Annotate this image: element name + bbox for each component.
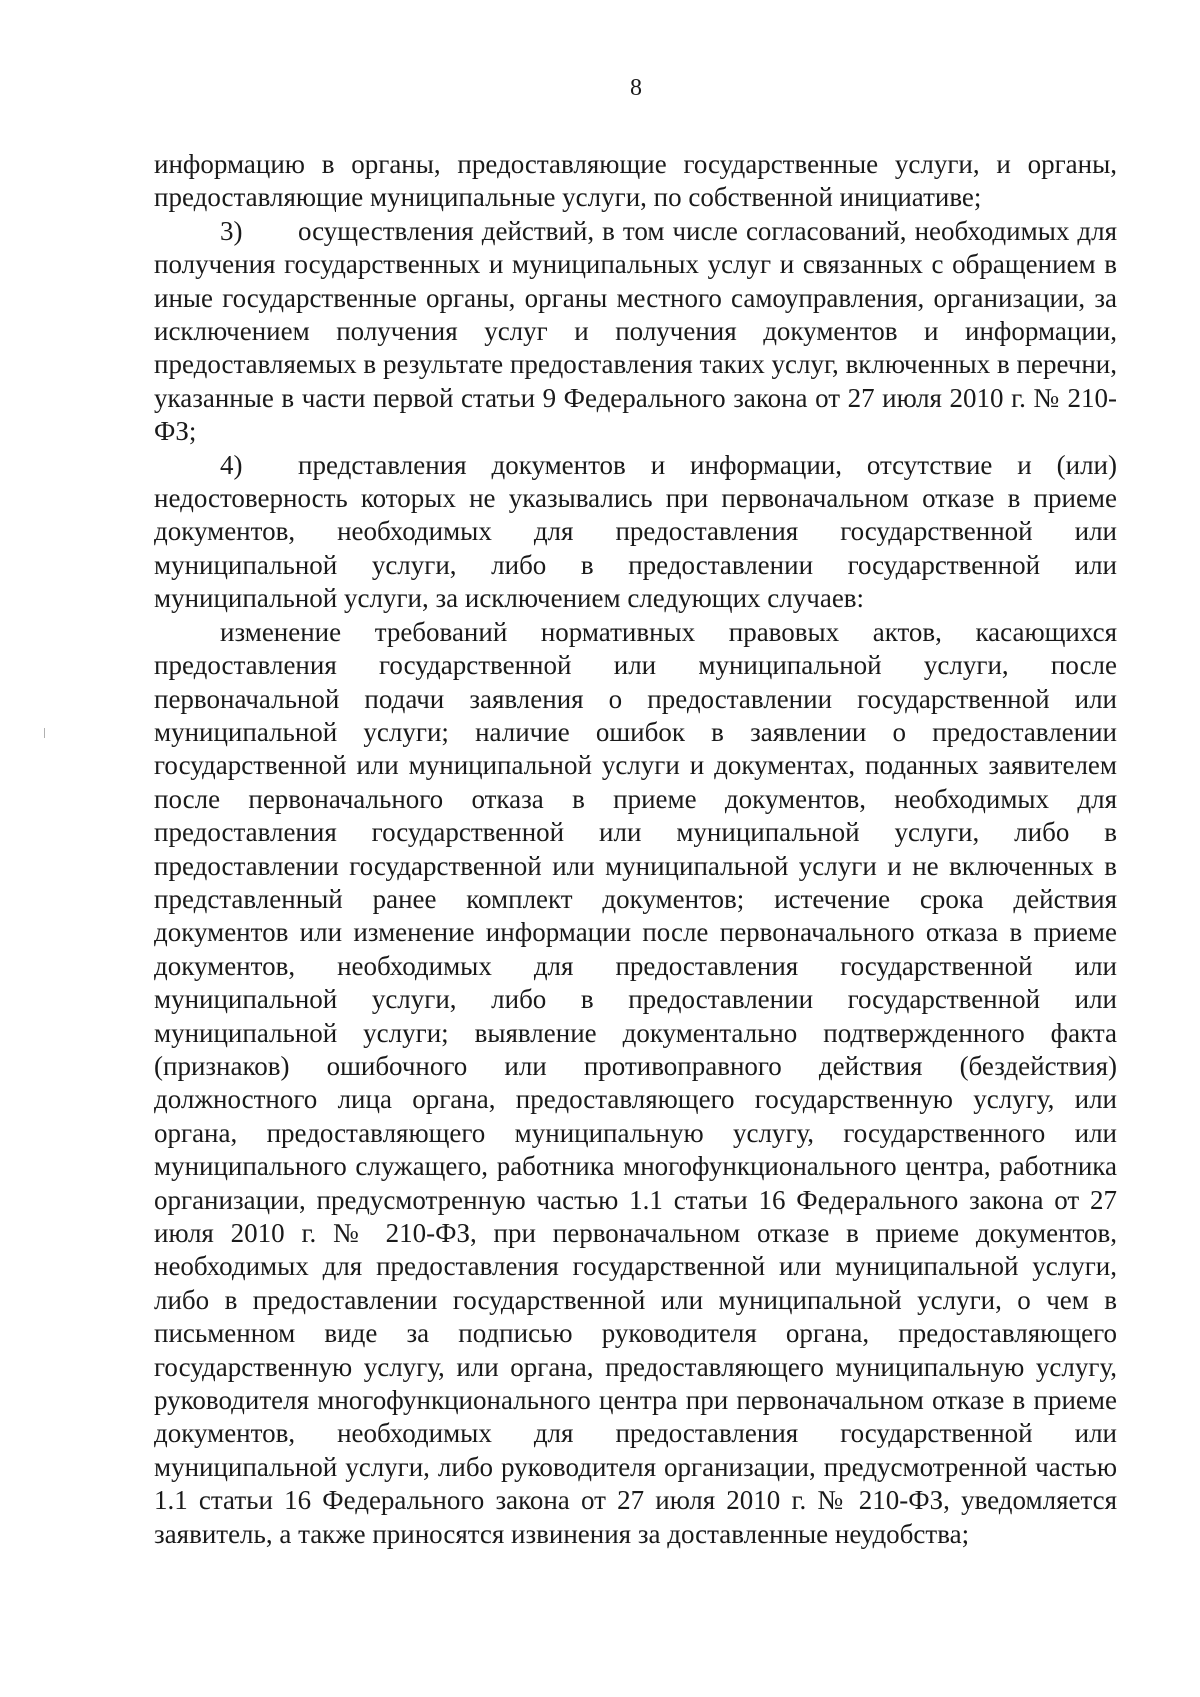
document-body (154, 148, 1117, 1551)
list-item-3 (154, 215, 1117, 449)
paragraph-text: изменение требований нормативных правовых актов, касающихся предоставления государственной или муниципальной услуги, после первоначальной подачи заявления о предоставлении государственной или муниципальной услуги; наличие ошибок в заявлении о предоставлении государственной или муниципальной услуги и документах, поданных заявителем после первоначального отказа в приеме документов, необходимых для предоставления государственной или муниципальной услуги, либо в предоставлении государственной или муниципальной услуги и не включенных в представленный ранее комплект документов; истечение срока действия документов или изменение информации после первоначального отказа в приеме документов, необходимых для предоставления государственной или муниципальной услуги, либо в предоставлении государственной или муниципальной услуги; выявление документально подтвержденного факта (признаков) ошибочного или противоправного действия (бездействия) должностного лица органа, предоставляющего государственную услугу, или органа, предоставляющего муниципальную услугу, государственного или муниципального служащего, работника многофункционального центра, работника организации, предусмотренную частью 1.1 статьи 16 Федерального закона от 27 июля 2010 г. № 210-ФЗ, при первоначальном отказе в приеме документов, необходимых для предоставления государственной или муниципальной услуги, либо в предоставлении государственной или муниципальной услуги, о чем в письменном виде за подписью руководителя органа, предоставляющего государственную услугу, или органа, предоставляющего муниципальную услугу, руководителя многофункционального центра при первоначальном отказе в приеме документов, необходимых для предоставления государственной или муниципальной услуги, либо руководителя организации, предусмотренной частью 1.1 статьи 16 Федерального закона от 27 июля 2010 г. № 210-ФЗ, уведомляется заявитель, а также приносятся извинения за доставленные неудобства; (154, 616, 1117, 1549)
paragraph-continuation (154, 148, 1117, 215)
paragraph-text: представления документов и информации, отсутствие и (или) недостоверность которых не указывались при первоначальном отказе в приеме документов, необходимых для предоставления государственной или муниципальной услуги, либо в предоставлении государственной или муниципальной услуги, за исключением следующих случаев: (154, 449, 1117, 614)
paragraph-text: информацию в органы, предоставляющие государственные услуги, и органы, предоставляющие муниципальные услуги, по собственной инициативе; (154, 149, 1117, 213)
paragraph-exceptions (154, 616, 1117, 1551)
list-item-4 (154, 449, 1117, 616)
scan-margin-mark (44, 728, 45, 738)
list-item-number: 4) (220, 449, 243, 480)
paragraph-text: осуществления действий, в том числе согласований, необходимых для получения государственных и муниципальных услуг и связанных с обращением в иные государственные органы, органы местного самоуправления, организации, за исключением получения услуг и получения документов и информации, предоставляемых в результате предоставления таких услуг, включенных в перечни, указанные в части первой статьи 9 Федерального закона от 27 июля 2010 г. № 210-ФЗ; (154, 215, 1117, 447)
page-number: 8 (630, 75, 642, 101)
list-item-number: 3) (220, 215, 243, 246)
